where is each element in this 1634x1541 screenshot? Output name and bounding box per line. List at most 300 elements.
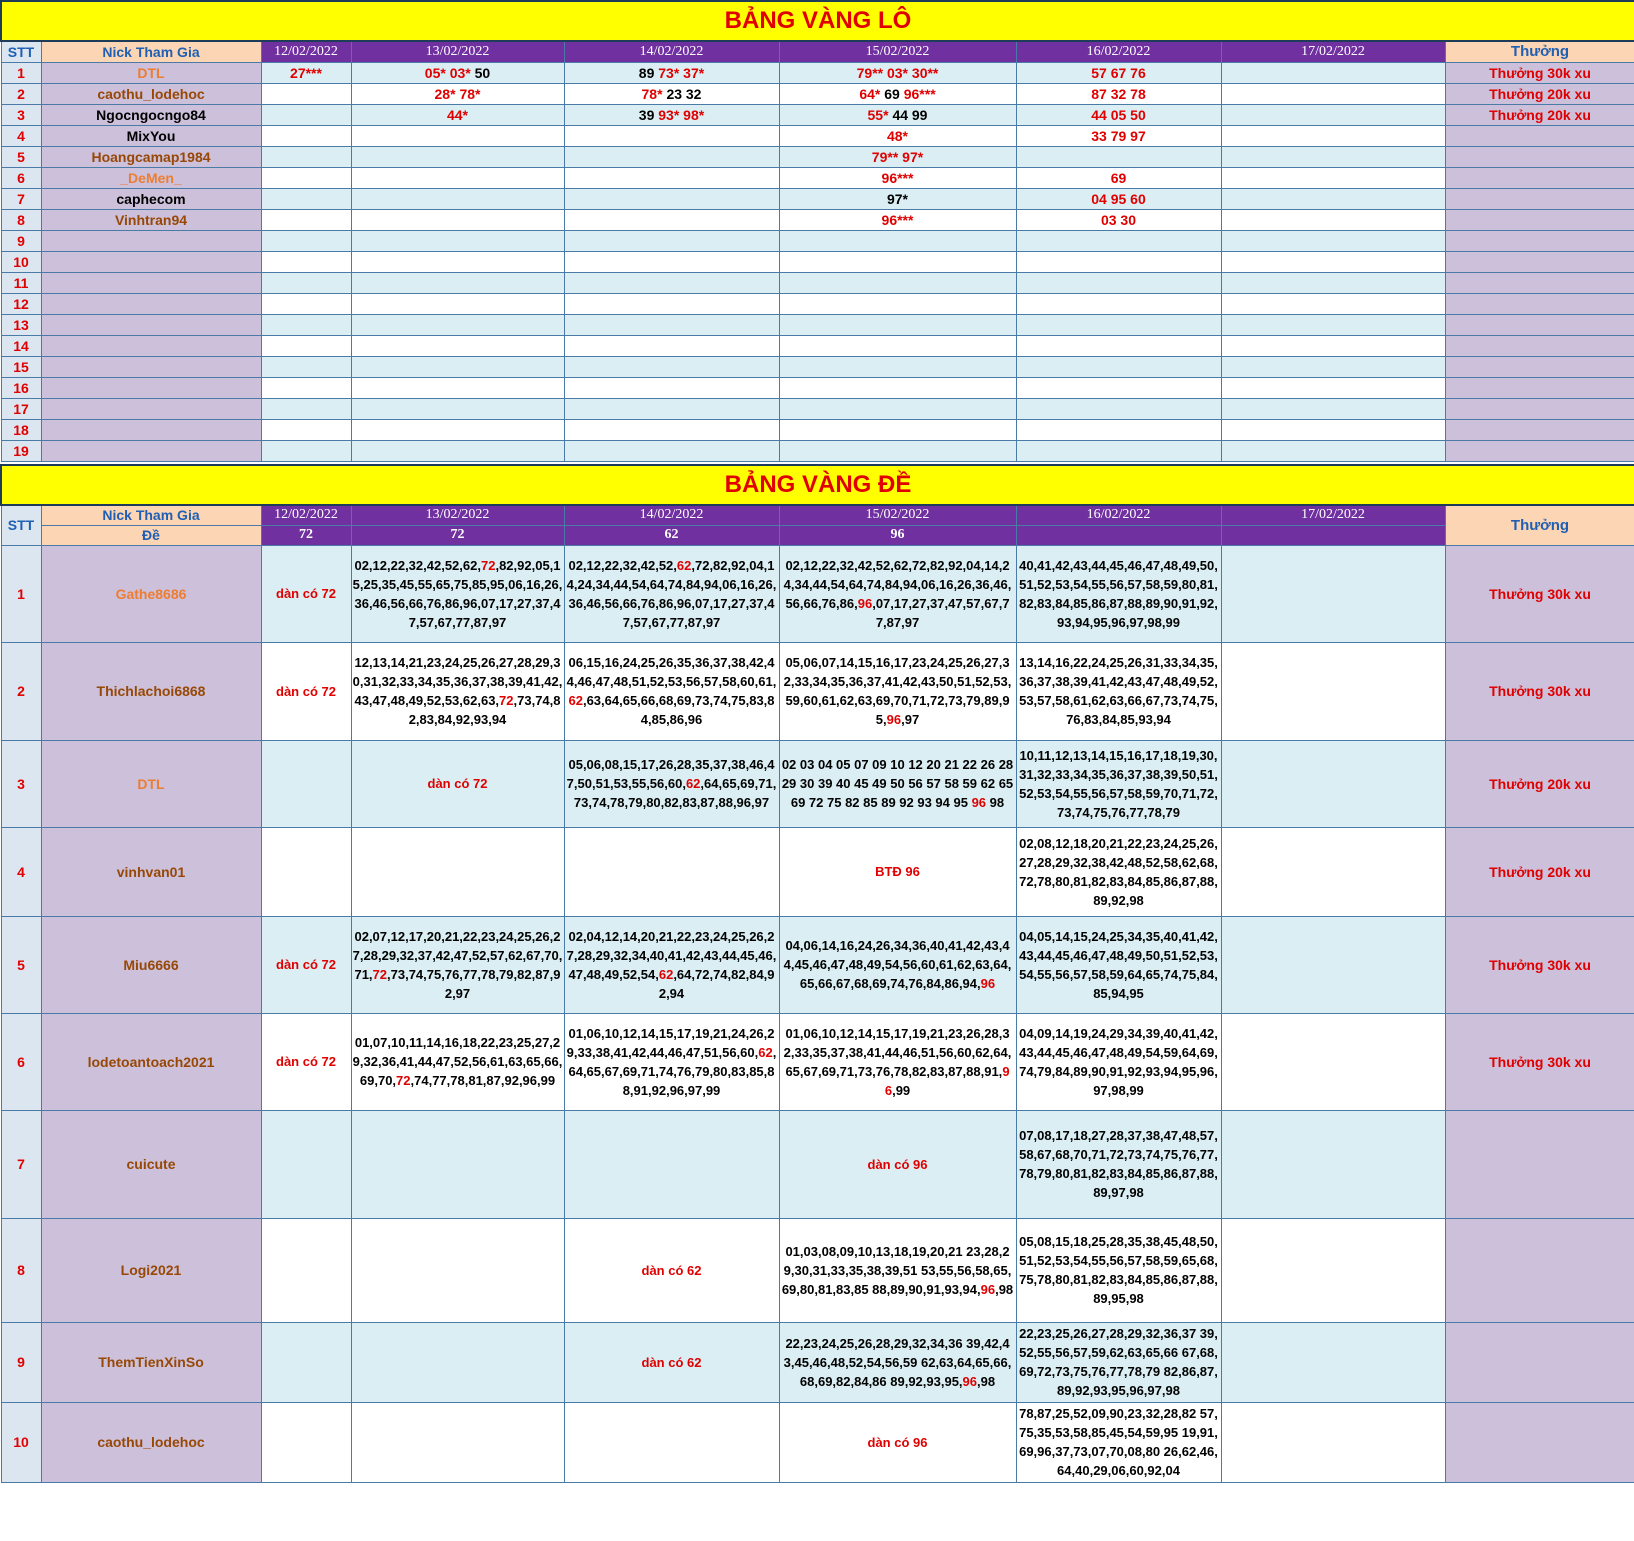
number-segment: 69: [884, 85, 900, 102]
lo-nick-cell: Ngocngocngo84: [41, 104, 261, 125]
de-number-cell: [779, 1402, 1016, 1482]
number-segment: 78,87,25,52,09,90,23,32,28,82 57,75,35,53,58,85,45,54,59,95 19,91,69,96,37,73,07,70,08,80 26,62,46,64,40,29,06,60,92,04: [1019, 1406, 1218, 1478]
lo-number-cell: [1221, 167, 1445, 188]
lo-nick-cell: [41, 356, 261, 377]
de-number-cell: [779, 1013, 1016, 1110]
lo-number-cell: [351, 398, 564, 419]
number-segment: ,74,77,78,81,87,92,96,99: [410, 1073, 556, 1088]
number-segment: 13,14,16,22,24,25,26,31,33,34,35,36,37,38,39,41,42,43,47,48,49,52,53,57,58,61,62,63,66,67,73,74,75,76,83,84,85,93,94: [1019, 655, 1218, 727]
number-segment: 22,23,24,25,26,28,29,32,34,36 39,42,43,45,46,48,52,54,56,59 62,63,64,65,66,68,69,82,84,86 89,92,93,95,: [783, 1335, 1012, 1389]
de-nick-cell: cuicute: [41, 1110, 261, 1218]
de-number-cell: [261, 916, 351, 1013]
lo-nick-cell: [41, 335, 261, 356]
lo-nick-header: Nick Tham Gia: [41, 41, 261, 62]
de-result: 72: [261, 525, 351, 545]
de-number-cell: [564, 1218, 779, 1322]
de-nick-cell: Thichlachoi6868: [41, 642, 261, 740]
number-segment: 72: [396, 1073, 411, 1088]
de-stt-cell: 10: [1, 1402, 41, 1482]
lo-number-cell: [1221, 377, 1445, 398]
lo-table-row: [1, 293, 1634, 314]
number-segment: 02,12,22,32,42,52,: [568, 557, 677, 573]
number-segment: 02,07,12,17,20,21,22,23,24,25,26,27,28,29,32,37,42,47,52,57,62,67,70,71,: [352, 928, 563, 982]
lo-number-cell: [1221, 83, 1445, 104]
lo-thuong-cell: [1445, 398, 1634, 419]
number-segment: ,99: [892, 1082, 911, 1098]
lo-number-cell: [351, 440, 564, 461]
lo-thuong-cell: [1445, 167, 1634, 188]
number-segment: ,72,82,92,04,14,24,34,44,54,64,74,84,94,06,16,26,36,46,56,66,76,86,96,07,17,27,37,47,57,67,77,87,97: [566, 557, 777, 630]
lo-nick-cell: MixYou: [41, 125, 261, 146]
number-segment: 98: [986, 795, 1005, 810]
lo-table-row: [1, 230, 1634, 251]
lo-number-cell: [779, 440, 1016, 461]
number-segment: ,97: [901, 712, 920, 727]
lo-nick-cell: [41, 314, 261, 335]
number-segment: 04,09,14,19,24,29,34,39,40,41,42,43,44,45,46,47,48,49,54,59,64,69,74,79,84,89,90,91,92,93,94,95,96,97,98,99: [1019, 1025, 1218, 1098]
number-segment: ,07,17,27,37,47,57,67,77,87,97: [872, 595, 1010, 630]
number-segment: 06,15,16,24,25,26,35,36,37,38,42,44,46,47,48,51,52,53,56,57,58,60,61,: [566, 655, 777, 689]
lo-number-cell: [779, 314, 1016, 335]
de-nick-cell: Miu6666: [41, 916, 261, 1013]
de-table-row: [1, 1402, 1634, 1482]
number-segment: 04 95 60: [1091, 190, 1146, 207]
lo-number-cell: [1221, 398, 1445, 419]
number-segment: dàn có 96: [867, 1434, 928, 1450]
lo-number-cell: [779, 104, 1016, 125]
lo-number-cell: [564, 104, 779, 125]
lo-number-cell: [1016, 293, 1221, 314]
number-segment: ,73,74,82,83,84,92,93,94: [408, 693, 561, 727]
lo-number-cell: [1221, 188, 1445, 209]
lo-number-cell: [351, 377, 564, 398]
de-number-cell: [1016, 916, 1221, 1013]
number-segment: 05,06,08,15,17,26,28,35,37,38,46,47,50,51,53,55,56,60,: [566, 757, 775, 791]
de-nick-header: Nick Tham Gia: [41, 505, 261, 525]
number-segment: dàn có 62: [641, 1262, 702, 1278]
lo-number-cell: [1221, 62, 1445, 83]
de-number-cell: [1221, 916, 1445, 1013]
de-stt-cell: 2: [1, 642, 41, 740]
number-segment: 79**: [871, 148, 899, 165]
lo-number-cell: [1016, 230, 1221, 251]
lo-number-cell: [1016, 83, 1221, 104]
de-result: 62: [564, 525, 779, 545]
lo-number-cell: [261, 440, 351, 461]
lo-number-cell: [1221, 104, 1445, 125]
lo-nick-cell: [41, 230, 261, 251]
lo-nick-cell: [41, 419, 261, 440]
lo-number-cell: [564, 356, 779, 377]
lo-thuong-cell: Thưởng 20k xu: [1445, 104, 1634, 125]
lo-number-cell: [261, 146, 351, 167]
de-date-header: 17/02/2022: [1221, 505, 1445, 525]
lo-stt-cell: 7: [1, 188, 41, 209]
number-segment: 04,06,14,16,24,26,34,36,40,41,42,43,44,45,46,47,48,49,54,56,60,61,62,63,64,65,66,67,68,69,74,76,84,86,94,: [783, 938, 1012, 991]
de-number-cell: [351, 545, 564, 642]
lo-nick-cell: caothu_lodehoc: [41, 83, 261, 104]
number-segment: 96***: [903, 85, 936, 102]
number-segment: ,64,72,74,82,84,92,94: [658, 966, 775, 1001]
de-number-cell: [351, 1013, 564, 1110]
number-segment: 02 03 04 05 07 09 10 12 20 21 22 26 28 29 30 39 40 45 49 50 56 57 58 59 62 65 69 72 75 82 85 89 92 93 94 95: [781, 757, 1014, 810]
lo-table-row: [1, 398, 1634, 419]
number-segment: 02,04,12,14,20,21,22,23,24,25,26,27,28,29,32,34,40,41,42,43,44,45,46,47,48,49,52,54,: [566, 928, 777, 982]
lo-table-row: [1, 356, 1634, 377]
lo-stt-cell: 3: [1, 104, 41, 125]
de-date-header: 16/02/2022: [1016, 505, 1221, 525]
de-table-row: [1, 1013, 1634, 1110]
lo-stt-cell: 4: [1, 125, 41, 146]
lo-number-cell: [351, 335, 564, 356]
lo-number-cell: [1016, 356, 1221, 377]
lo-stt-cell: 16: [1, 377, 41, 398]
de-thuong-cell: [1445, 1218, 1634, 1322]
lo-thuong-cell: [1445, 251, 1634, 272]
de-number-cell: [1221, 1110, 1445, 1218]
lo-thuong-cell: [1445, 146, 1634, 167]
number-segment: 98*: [683, 106, 705, 123]
lo-stt-cell: 17: [1, 398, 41, 419]
lo-number-cell: [1016, 146, 1221, 167]
de-number-cell: [564, 545, 779, 642]
lo-stt-cell: 6: [1, 167, 41, 188]
lo-number-cell: [351, 83, 564, 104]
lo-table-row: [1, 419, 1634, 440]
de-table-row: [1, 545, 1634, 642]
lo-date-header: 15/02/2022: [779, 41, 1016, 62]
lo-number-cell: [779, 62, 1016, 83]
number-segment: ,82,92,05,15,25,35,45,55,65,75,85,95,06,16,26,36,46,56,66,76,86,96,07,17,27,37,47,57,67,77,87,97: [352, 557, 563, 630]
number-segment: 05,08,15,18,25,28,35,38,45,48,50,51,52,53,54,55,56,57,58,59,65,68,75,78,80,81,82,83,84,85,86,87,88,89,95,98: [1019, 1234, 1218, 1306]
de-number-cell: [1016, 1322, 1221, 1402]
number-segment: 72: [499, 693, 514, 708]
number-segment: 64*: [859, 85, 881, 102]
lo-number-cell: [351, 104, 564, 125]
number-segment: 39: [638, 106, 655, 123]
number-segment: 97*: [886, 190, 909, 207]
lo-number-cell: [1016, 419, 1221, 440]
lo-number-cell: [1016, 188, 1221, 209]
lo-number-cell: [564, 398, 779, 419]
number-segment: 79**: [856, 64, 884, 81]
de-stt-cell: 3: [1, 740, 41, 827]
lo-number-cell: [564, 272, 779, 293]
de-number-cell: [351, 1218, 564, 1322]
de-stt-cell: 9: [1, 1322, 41, 1402]
lo-number-cell: [779, 125, 1016, 146]
lo-number-cell: [779, 209, 1016, 230]
number-segment: 01,07,10,11,14,16,18,22,23,25,27,29,32,36,41,44,47,52,56,61,63,65,66,69,70,: [352, 1035, 563, 1088]
number-segment: 27***: [290, 64, 322, 81]
de-stt-cell: 6: [1, 1013, 41, 1110]
de-table-row: [1, 1322, 1634, 1402]
lo-number-cell: [261, 293, 351, 314]
de-date-header: 12/02/2022: [261, 505, 351, 525]
number-segment: 03 30: [1100, 211, 1137, 228]
lo-number-cell: [351, 251, 564, 272]
number-segment: 96: [980, 1281, 996, 1297]
number-segment: 78*: [641, 85, 663, 102]
lo-table-row: [1, 251, 1634, 272]
de-thuong-cell: [1445, 1402, 1634, 1482]
de-number-cell: [1221, 1402, 1445, 1482]
lo-number-cell: [351, 230, 564, 251]
de-number-cell: [779, 740, 1016, 827]
lo-number-cell: [564, 209, 779, 230]
number-segment: 30**: [911, 64, 939, 81]
number-segment: 69: [1110, 169, 1127, 186]
de-number-cell: [779, 1218, 1016, 1322]
de-number-cell: [1221, 827, 1445, 916]
de-number-cell: [261, 1402, 351, 1482]
lo-number-cell: [1221, 293, 1445, 314]
lo-thuong-header: Thưởng: [1445, 41, 1634, 62]
lo-number-cell: [1016, 167, 1221, 188]
de-number-cell: [351, 740, 564, 827]
lo-number-cell: [564, 83, 779, 104]
lo-nick-cell: _DeMen_: [41, 167, 261, 188]
de-stt-cell: 5: [1, 916, 41, 1013]
lo-number-cell: [351, 146, 564, 167]
de-table-row: [1, 740, 1634, 827]
lo-number-cell: [1221, 230, 1445, 251]
lo-number-cell: [779, 272, 1016, 293]
number-segment: 55*: [867, 106, 889, 123]
de-title: BẢNG VÀNG ĐỀ: [1, 465, 1634, 505]
de-number-cell: [261, 740, 351, 827]
lo-number-cell: [351, 419, 564, 440]
number-segment: 78*: [459, 85, 481, 102]
lo-stt-cell: 12: [1, 293, 41, 314]
lo-number-cell: [564, 314, 779, 335]
number-segment: 73*: [658, 64, 680, 81]
number-segment: ,98: [977, 1373, 996, 1389]
lo-number-cell: [261, 209, 351, 230]
lo-number-cell: [779, 83, 1016, 104]
lo-number-cell: [564, 440, 779, 461]
de-number-cell: [1221, 1013, 1445, 1110]
lo-thuong-cell: [1445, 440, 1634, 461]
number-segment: 01,06,10,12,14,15,17,19,21,23,26,28,32,33,35,37,38,41,44,46,51,56,60,62,64,65,67,69,71,73,76,78,82,83,87,88,91,: [783, 1025, 1012, 1079]
de-number-cell: [1016, 545, 1221, 642]
de-number-cell: [351, 1402, 564, 1482]
lo-number-cell: [779, 188, 1016, 209]
de-number-cell: [1016, 1218, 1221, 1322]
de-number-cell: [1221, 545, 1445, 642]
lo-number-cell: [1016, 62, 1221, 83]
lo-stt-cell: 2: [1, 83, 41, 104]
de-label-header: Đề: [41, 525, 261, 545]
number-segment: 96***: [881, 169, 914, 186]
bang-vang-lo-table: [0, 0, 1634, 462]
de-number-cell: [564, 827, 779, 916]
number-segment: 72: [372, 966, 388, 982]
lo-number-cell: [261, 188, 351, 209]
lo-number-cell: [779, 377, 1016, 398]
lo-table-row: [1, 83, 1634, 104]
number-segment: 96: [884, 1063, 1010, 1098]
de-table-row: [1, 1218, 1634, 1322]
de-number-cell: [564, 1013, 779, 1110]
lo-thuong-cell: [1445, 272, 1634, 293]
lo-stt-cell: 15: [1, 356, 41, 377]
lo-number-cell: [261, 167, 351, 188]
number-segment: ,98: [995, 1281, 1014, 1297]
de-number-cell: [564, 1402, 779, 1482]
lo-number-cell: [564, 335, 779, 356]
de-number-cell: [779, 545, 1016, 642]
lo-number-cell: [261, 83, 351, 104]
lo-thuong-cell: [1445, 377, 1634, 398]
lo-number-cell: [564, 419, 779, 440]
lo-thuong-cell: Thưởng 30k xu: [1445, 62, 1634, 83]
de-number-cell: [564, 642, 779, 740]
lo-number-cell: [564, 62, 779, 83]
lo-number-cell: [564, 251, 779, 272]
de-nick-cell: DTL: [41, 740, 261, 827]
number-segment: 96: [886, 712, 902, 727]
de-thuong-cell: Thưởng 30k xu: [1445, 545, 1634, 642]
lo-date-header: 13/02/2022: [351, 41, 564, 62]
lo-number-cell: [261, 398, 351, 419]
lo-number-cell: [1016, 377, 1221, 398]
number-segment: BTĐ 96: [875, 864, 920, 879]
number-segment: 62: [658, 966, 674, 982]
lo-number-cell: [1016, 251, 1221, 272]
de-result: 72: [351, 525, 564, 545]
de-number-cell: [1016, 740, 1221, 827]
number-segment: dàn có 72: [276, 957, 336, 972]
de-thuong-cell: Thưởng 20k xu: [1445, 827, 1634, 916]
number-segment: 10,11,12,13,14,15,16,17,18,19,30,31,32,33,34,35,36,37,38,39,50,51,52,53,54,55,56,57,58,59,70,71,72,73,74,75,76,77,78,79: [1019, 747, 1218, 820]
lo-number-cell: [779, 335, 1016, 356]
lo-number-cell: [261, 419, 351, 440]
number-segment: 40,41,42,43,44,45,46,47,48,49,50,51,52,53,54,55,56,57,58,59,80,81,82,83,84,85,86,87,88,89,90,91,92,93,94,95,96,97,98,99: [1019, 557, 1218, 630]
de-nick-cell: caothu_lodehoc: [41, 1402, 261, 1482]
de-stt-cell: 7: [1, 1110, 41, 1218]
lo-number-cell: [564, 230, 779, 251]
lo-number-cell: [564, 293, 779, 314]
lo-number-cell: [1016, 125, 1221, 146]
de-number-cell: [351, 642, 564, 740]
lo-thuong-cell: [1445, 419, 1634, 440]
bang-vang-de-table: [0, 464, 1634, 1483]
de-result: [1016, 525, 1221, 545]
lo-date-header: 12/02/2022: [261, 41, 351, 62]
lo-date-header: 14/02/2022: [564, 41, 779, 62]
number-segment: 23 32: [666, 85, 702, 102]
number-segment: 89: [638, 64, 655, 81]
number-segment: 01,03,08,09,10,13,18,19,20,21 23,28,29,30,31,33,35,38,39,51 53,55,56,58,65,69,80,81,83,85 88,89,90,91,93,94,: [781, 1243, 1012, 1297]
number-segment: 62: [676, 557, 692, 573]
de-number-cell: [564, 916, 779, 1013]
lo-date-header: 17/02/2022: [1221, 41, 1445, 62]
lo-nick-cell: Hoangcamap1984: [41, 146, 261, 167]
de-number-cell: [779, 1110, 1016, 1218]
de-nick-cell: ThemTienXinSo: [41, 1322, 261, 1402]
lo-nick-cell: [41, 440, 261, 461]
number-segment: dàn có 72: [276, 586, 336, 601]
lo-table-row: [1, 188, 1634, 209]
de-number-cell: [1016, 827, 1221, 916]
de-number-cell: [261, 827, 351, 916]
number-segment: 96: [980, 976, 996, 991]
lo-number-cell: [351, 188, 564, 209]
lo-number-cell: [261, 377, 351, 398]
number-segment: 72: [480, 557, 496, 573]
number-segment: 44*: [446, 106, 469, 123]
de-number-cell: [261, 642, 351, 740]
lo-table-row: [1, 314, 1634, 335]
lo-table-row: [1, 104, 1634, 125]
de-stt-cell: 8: [1, 1218, 41, 1322]
de-number-cell: [779, 916, 1016, 1013]
lo-thuong-cell: [1445, 209, 1634, 230]
lo-nick-cell: [41, 398, 261, 419]
lo-number-cell: [779, 356, 1016, 377]
lo-table-row: [1, 167, 1634, 188]
de-number-cell: [261, 1322, 351, 1402]
lo-stt-cell: 5: [1, 146, 41, 167]
number-segment: 96: [971, 795, 987, 810]
lo-number-cell: [779, 251, 1016, 272]
de-number-cell: [1016, 1110, 1221, 1218]
lo-number-cell: [1221, 335, 1445, 356]
number-segment: 07,08,17,18,27,28,37,38,47,48,57,58,67,68,70,71,72,73,74,75,76,77,78,79,80,81,82,83,84,85,86,87,88,89,97,98: [1019, 1128, 1218, 1200]
de-number-cell: [564, 1110, 779, 1218]
lo-nick-cell: DTL: [41, 62, 261, 83]
number-segment: 96: [857, 595, 873, 611]
de-number-cell: [261, 1013, 351, 1110]
number-segment: 12,13,14,21,23,24,25,26,27,28,29,30,31,32,33,34,35,36,37,38,39,41,42,43,47,48,49,52,53,62,63,: [352, 655, 563, 708]
lo-table-row: [1, 272, 1634, 293]
lo-number-cell: [779, 146, 1016, 167]
lo-number-cell: [779, 419, 1016, 440]
lo-body: [1, 62, 1634, 461]
lo-number-cell: [351, 209, 564, 230]
number-segment: 02,12,22,32,42,52,62,: [354, 557, 481, 573]
de-number-cell: [1221, 1322, 1445, 1402]
lo-number-cell: [351, 125, 564, 146]
lo-stt-cell: 9: [1, 230, 41, 251]
lo-stt-cell: 18: [1, 419, 41, 440]
de-table-row: [1, 642, 1634, 740]
de-number-cell: [351, 1110, 564, 1218]
lo-date-header: 16/02/2022: [1016, 41, 1221, 62]
number-segment: 02,12,22,32,42,52,62,72,82,92,04,14,24,34,44,54,64,74,84,94,06,16,26,36,46,56,66,76,86,: [783, 557, 1012, 611]
lo-thuong-cell: [1445, 230, 1634, 251]
number-segment: dàn có 96: [867, 1156, 928, 1172]
number-segment: 01,06,10,12,14,15,17,19,21,24,26,29,33,38,41,42,44,46,47,51,56,60,: [566, 1025, 775, 1060]
number-segment: 87 32 78: [1091, 85, 1146, 102]
de-nick-cell: Logi2021: [41, 1218, 261, 1322]
lo-thuong-cell: [1445, 125, 1634, 146]
lo-number-cell: [1221, 125, 1445, 146]
lo-number-cell: [1221, 356, 1445, 377]
number-segment: 96: [962, 1373, 978, 1389]
lo-number-cell: [1221, 272, 1445, 293]
lo-number-cell: [261, 314, 351, 335]
lo-number-cell: [261, 62, 351, 83]
lo-thuong-cell: [1445, 356, 1634, 377]
lo-table-row: [1, 125, 1634, 146]
number-segment: 05*: [424, 64, 446, 81]
de-date-header: 14/02/2022: [564, 505, 779, 525]
number-segment: dàn có 72: [276, 683, 336, 699]
lo-number-cell: [1221, 419, 1445, 440]
lo-nick-cell: [41, 377, 261, 398]
